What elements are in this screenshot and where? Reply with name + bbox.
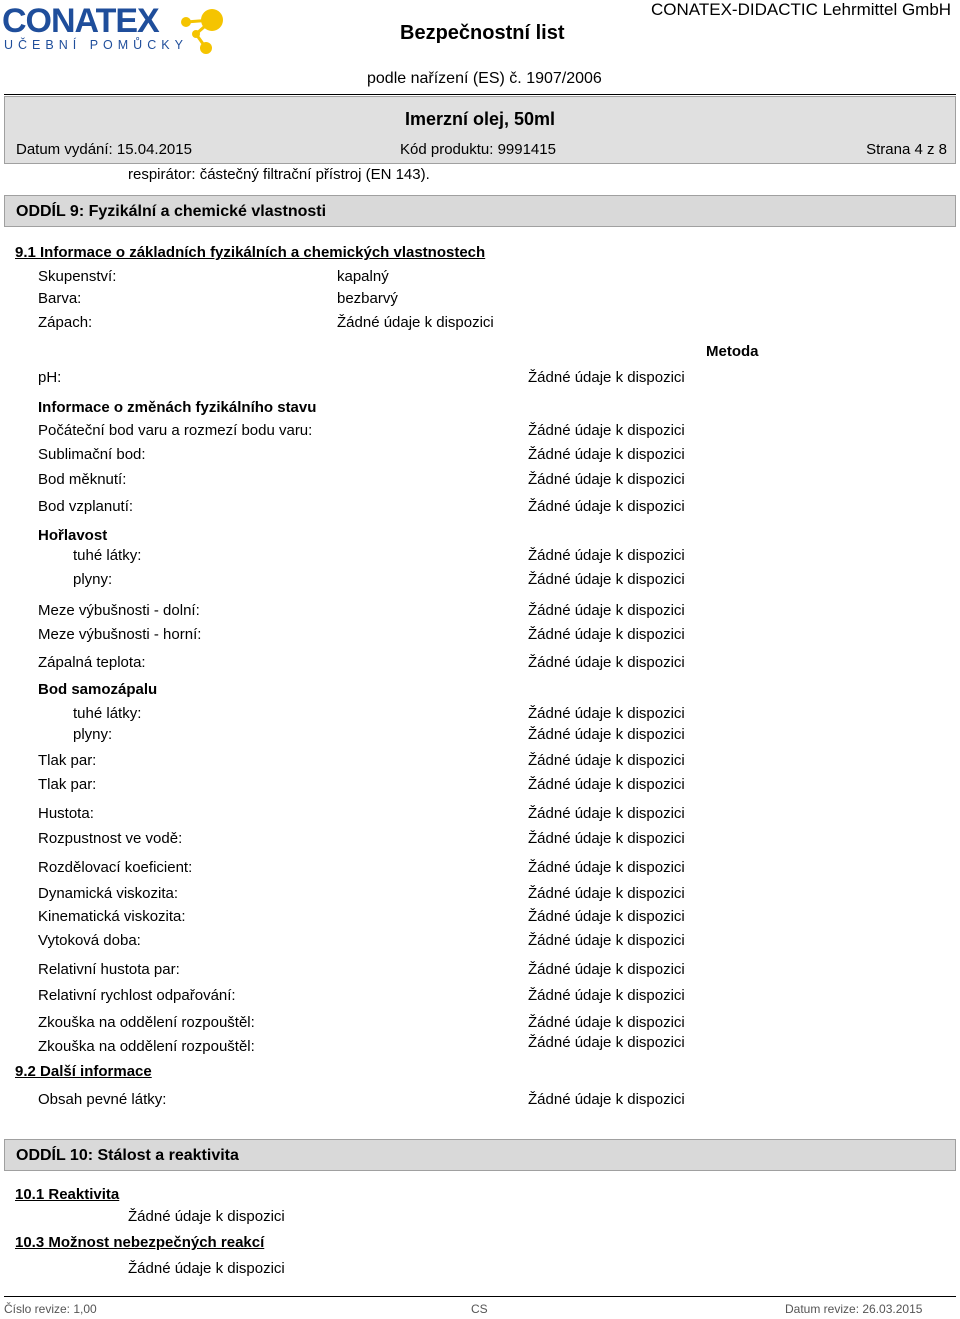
prop-label: Tlak par: bbox=[38, 752, 97, 769]
prop-label: Meze výbušnosti - horní: bbox=[38, 626, 202, 643]
prop-label: Sublimační bod: bbox=[38, 446, 146, 463]
prop-label: Zápach: bbox=[38, 314, 93, 331]
product-name: Imerzní olej, 50ml bbox=[405, 109, 556, 129]
company-name: CONATEX-DIDACTIC Lehrmittel GmbH bbox=[651, 0, 952, 19]
method-header: Metoda bbox=[706, 343, 759, 360]
prop-label: Meze výbušnosti - dolní: bbox=[38, 602, 200, 619]
subsection-9-1: 9.1 Informace o základních fyzikálních a chemických vlastnostech bbox=[15, 244, 486, 261]
company-logo bbox=[2, 2, 232, 56]
prop-value: Žádné údaje k dispozici bbox=[528, 571, 685, 588]
prop-label: tuhé látky: bbox=[73, 705, 142, 722]
prop-label: Rozdělovací koeficient: bbox=[38, 859, 193, 876]
section10-band bbox=[4, 1139, 956, 1171]
prop-label: Bod měknutí: bbox=[38, 471, 127, 488]
prop-value: kapalný bbox=[337, 268, 389, 285]
prop-label: Relativní rychlost odpařování: bbox=[38, 987, 236, 1004]
revision-number: Číslo revize: 1,00 bbox=[4, 1302, 97, 1316]
footer-rule bbox=[4, 1296, 956, 1297]
prop-value: Žádné údaje k dispozici bbox=[528, 805, 685, 822]
prop-label: Skupenství: bbox=[38, 268, 117, 285]
document-title: Bezpečnostní list bbox=[400, 22, 565, 44]
prop-value: Žádné údaje k dispozici bbox=[528, 752, 685, 769]
prop-label: tuhé látky: bbox=[73, 547, 142, 564]
prop-value: Žádné údaje k dispozici bbox=[528, 1091, 685, 1108]
regulation: podle nařízení (ES) č. 1907/2006 bbox=[367, 70, 602, 87]
prop-value: Žádné údaje k dispozici bbox=[528, 369, 685, 386]
prop-label: Barva: bbox=[38, 290, 82, 307]
prop-value: Žádné údaje k dispozici bbox=[528, 1014, 685, 1031]
prop-label: Bod vzplanutí: bbox=[38, 498, 134, 515]
prop-value: Žádné údaje k dispozici bbox=[528, 547, 685, 564]
prop-label: Počáteční bod varu a rozmezí bodu varu: bbox=[38, 422, 313, 439]
page-number: Strana 4 z 8 bbox=[866, 141, 947, 158]
prop-value: Žádné údaje k dispozici bbox=[528, 446, 685, 463]
prop-label: pH: bbox=[38, 369, 62, 386]
prop-value: Žádné údaje k dispozici bbox=[528, 705, 685, 722]
prop-label: Tlak par: bbox=[38, 776, 97, 793]
prop-value: Žádné údaje k dispozici bbox=[528, 471, 685, 488]
prop-value: Žádné údaje k dispozici bbox=[528, 987, 685, 1004]
subsection-10-3-text: Žádné údaje k dispozici bbox=[128, 1260, 285, 1277]
prop-value: Žádné údaje k dispozici bbox=[528, 654, 685, 671]
prop-value: Žádné údaje k dispozici bbox=[528, 726, 685, 743]
prop-value: Žádné údaje k dispozici bbox=[528, 776, 685, 793]
prop-value: Žádné údaje k dispozici bbox=[528, 498, 685, 515]
prop-value: Žádné údaje k dispozici bbox=[528, 908, 685, 925]
prop-value: Žádné údaje k dispozici bbox=[528, 932, 685, 949]
prop-value: Žádné údaje k dispozici bbox=[528, 859, 685, 876]
state-change-heading: Informace o změnách fyzikálního stavu bbox=[38, 399, 317, 416]
prop-value: Žádné údaje k dispozici bbox=[528, 885, 685, 902]
prop-value: Žádné údaje k dispozici bbox=[528, 626, 685, 643]
prop-label: plyny: bbox=[73, 726, 113, 743]
section9-band bbox=[4, 195, 956, 227]
subsection-10-1-text: Žádné údaje k dispozici bbox=[128, 1208, 285, 1225]
prop-value: Žádné údaje k dispozici bbox=[528, 422, 685, 439]
subsection-10-1: 10.1 Reaktivita bbox=[15, 1186, 120, 1203]
language-code: CS bbox=[471, 1302, 488, 1316]
prop-value: Žádné údaje k dispozici bbox=[528, 602, 685, 619]
prop-label: Vytoková doba: bbox=[38, 932, 141, 949]
subsection-10-3: 10.3 Možnost nebezpečných reakcí bbox=[15, 1234, 265, 1251]
prop-label: Hustota: bbox=[38, 805, 94, 822]
prop-value: Žádné údaje k dispozici bbox=[528, 961, 685, 978]
prop-value: Žádné údaje k dispozici bbox=[528, 830, 685, 847]
prop-value: Žádné údaje k dispozici bbox=[337, 314, 494, 331]
prop-label: Obsah pevné látky: bbox=[38, 1091, 167, 1108]
issue-date: Datum vydání: 15.04.2015 bbox=[16, 141, 192, 158]
flammability-heading: Hořlavost bbox=[38, 527, 108, 544]
product-band bbox=[4, 96, 956, 164]
carryover-text: respirátor: částečný filtrační přístroj (EN 143). bbox=[128, 166, 430, 183]
prop-label: Zápalná teplota: bbox=[38, 654, 146, 671]
prop-value: bezbarvý bbox=[337, 290, 398, 307]
logo-subtitle: UČEBNÍ POMŮCKY bbox=[4, 38, 188, 52]
section10-title: ODDÍL 10: Stálost a reaktivita bbox=[16, 1147, 239, 1164]
prop-value: Žádné údaje k dispozici bbox=[528, 1034, 685, 1051]
prop-label: Zkouška na oddělení rozpouštěl: bbox=[38, 1014, 255, 1031]
revision-date: Datum revize: 26.03.2015 bbox=[785, 1302, 923, 1316]
molecule-icon bbox=[172, 4, 228, 56]
header-rule-top bbox=[4, 94, 956, 95]
prop-label: plyny: bbox=[73, 571, 113, 588]
autoignition-heading: Bod samozápalu bbox=[38, 681, 158, 698]
prop-label: Kinematická viskozita: bbox=[38, 908, 186, 925]
subsection-9-2: 9.2 Další informace bbox=[15, 1063, 152, 1080]
prop-label: Zkouška na oddělení rozpouštěl: bbox=[38, 1038, 255, 1055]
logo-word: CONATEX bbox=[2, 2, 159, 40]
prop-label: Relativní hustota par: bbox=[38, 961, 180, 978]
prop-label: Dynamická viskozita: bbox=[38, 885, 179, 902]
section9-title: ODDÍL 9: Fyzikální a chemické vlastnosti bbox=[16, 203, 327, 220]
product-code: Kód produktu: 9991415 bbox=[400, 141, 556, 158]
prop-label: Rozpustnost ve vodě: bbox=[38, 830, 183, 847]
